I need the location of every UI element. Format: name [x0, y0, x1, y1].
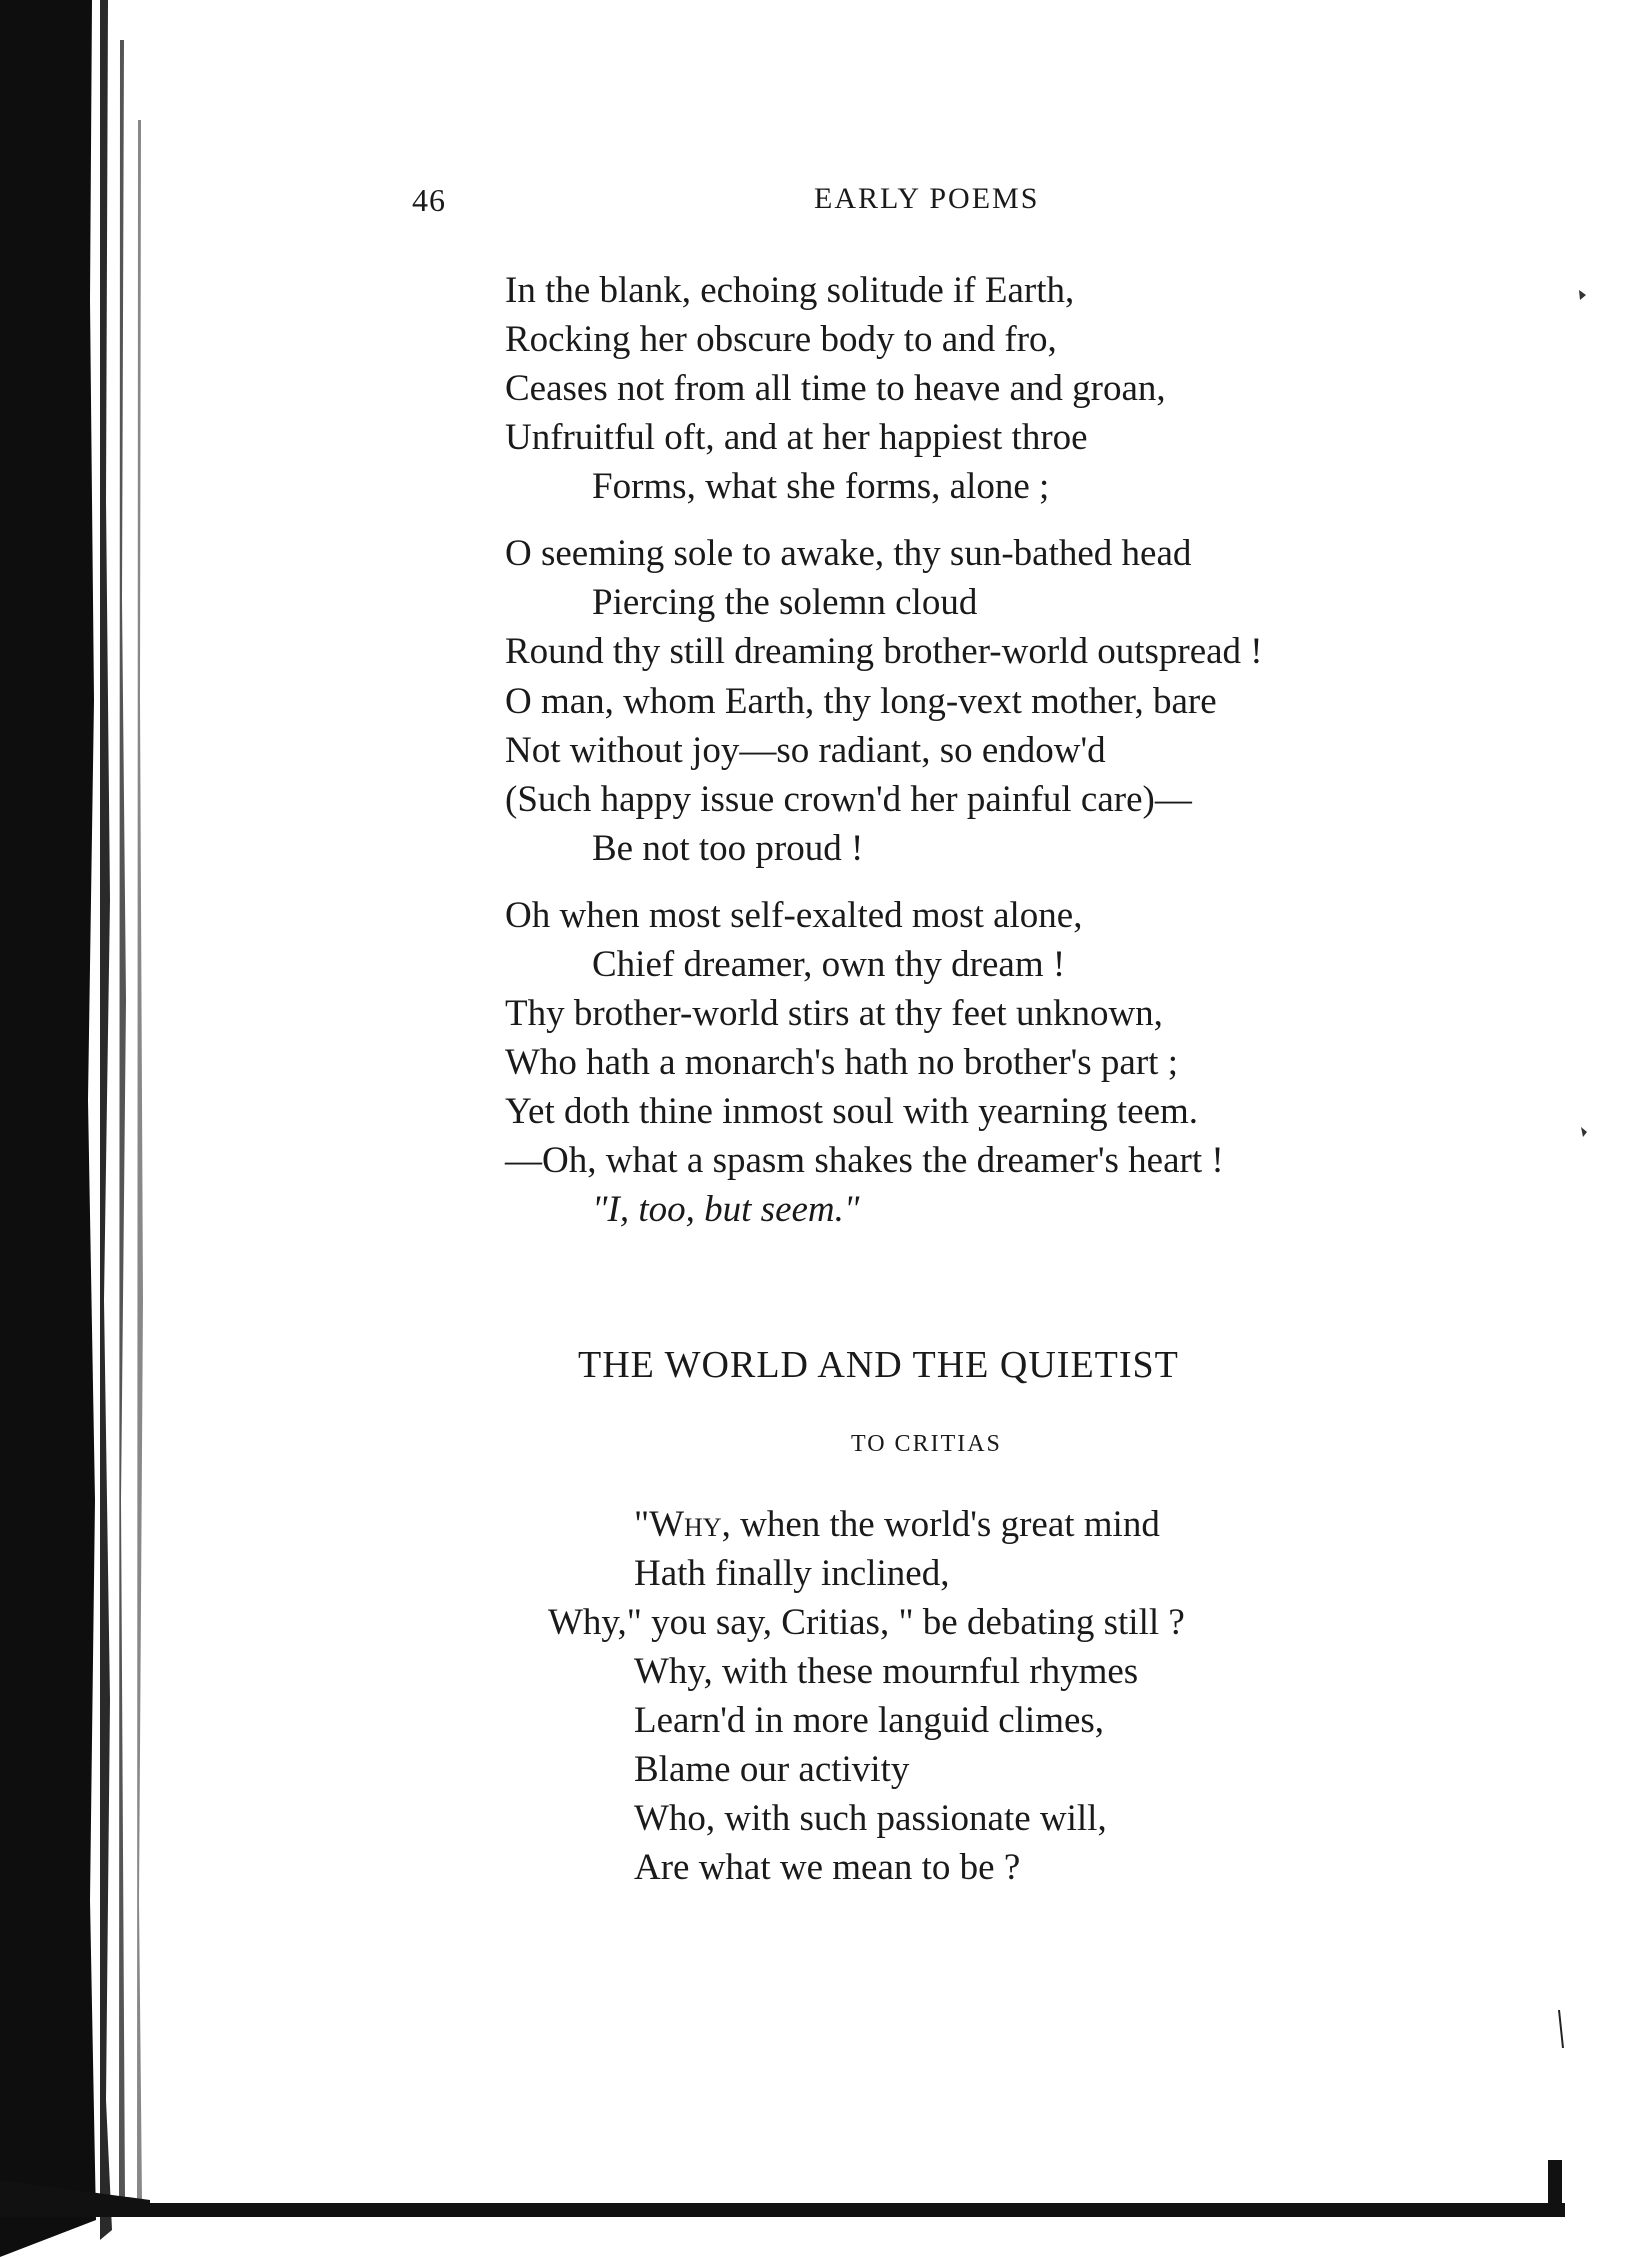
opening-quote: " — [634, 1504, 650, 1545]
scan-speck-icon — [1578, 288, 1588, 302]
poem-line: —Oh, what a spasm shakes the dreamer's heart ! — [505, 1140, 1224, 1181]
poem-line: Forms, what she forms, alone ; — [592, 466, 1050, 507]
poem-line: Unfruitful oft, and at her happiest throe — [505, 417, 1088, 458]
poem-line: Learn'd in more languid climes, — [634, 1700, 1105, 1741]
page-bottom-edge — [0, 2203, 1565, 2217]
poem-line: Thy brother-world stirs at thy feet unknown, — [505, 993, 1163, 1034]
poem-line: Yet doth thine inmost soul with yearning teem. — [505, 1091, 1199, 1132]
poem-line: O man, whom Earth, thy long-vext mother, bare — [505, 681, 1217, 722]
scan-speck-icon — [1580, 1126, 1588, 1138]
poem-line: Piercing the solemn cloud — [592, 582, 978, 623]
poem-line: Chief dreamer, own thy dream ! — [592, 944, 1066, 985]
page-number: 46 — [412, 182, 446, 218]
running-title: EARLY POEMS — [814, 182, 1040, 215]
poem-title: THE WORLD AND THE QUIETIST — [578, 1344, 1179, 1386]
poem-dedication: TO CRITIAS — [851, 1431, 1002, 1457]
poem-line: O seeming sole to awake, thy sun-bathed head — [505, 533, 1192, 574]
poem-line: Rocking her obscure body to and fro, — [505, 319, 1057, 360]
poem-line: Why," you say, Critias, " be debating still ? — [548, 1602, 1185, 1643]
poem-line: Be not too proud ! — [592, 828, 864, 869]
poem-line-rest: , when the world's great mind — [721, 1504, 1160, 1545]
poem-line: (Such happy issue crown'd her painful care)— — [505, 779, 1192, 820]
poem-line: Blame our activity — [634, 1749, 910, 1790]
poem-line: Who, with such passionate will, — [634, 1798, 1107, 1839]
poem-line-italic: "I, too, but seem." — [592, 1189, 860, 1230]
poem-line-first — [634, 1506, 1160, 1543]
poem-line: Oh when most self-exalted most alone, — [505, 895, 1083, 936]
poem-line: Are what we mean to be ? — [634, 1847, 1021, 1888]
poem-line: Hath finally inclined, — [634, 1553, 950, 1594]
scan-mark-icon — [1556, 2010, 1566, 2050]
book-binding-shadow — [0, 0, 150, 2257]
poem-line: Round thy still dreaming brother-world outspread ! — [505, 631, 1263, 672]
poem-line: Why, with these mournful rhymes — [634, 1651, 1139, 1692]
poem-line: Who hath a monarch's hath no brother's part ; — [505, 1042, 1178, 1083]
opening-word: Why — [649, 1504, 722, 1545]
poem-line: Ceases not from all time to heave and groan, — [505, 368, 1166, 409]
page-corner-edge — [1548, 2160, 1562, 2217]
poem-line: In the blank, echoing solitude if Earth, — [505, 270, 1075, 311]
poem-line: Not without joy—so radiant, so endow'd — [505, 730, 1106, 771]
